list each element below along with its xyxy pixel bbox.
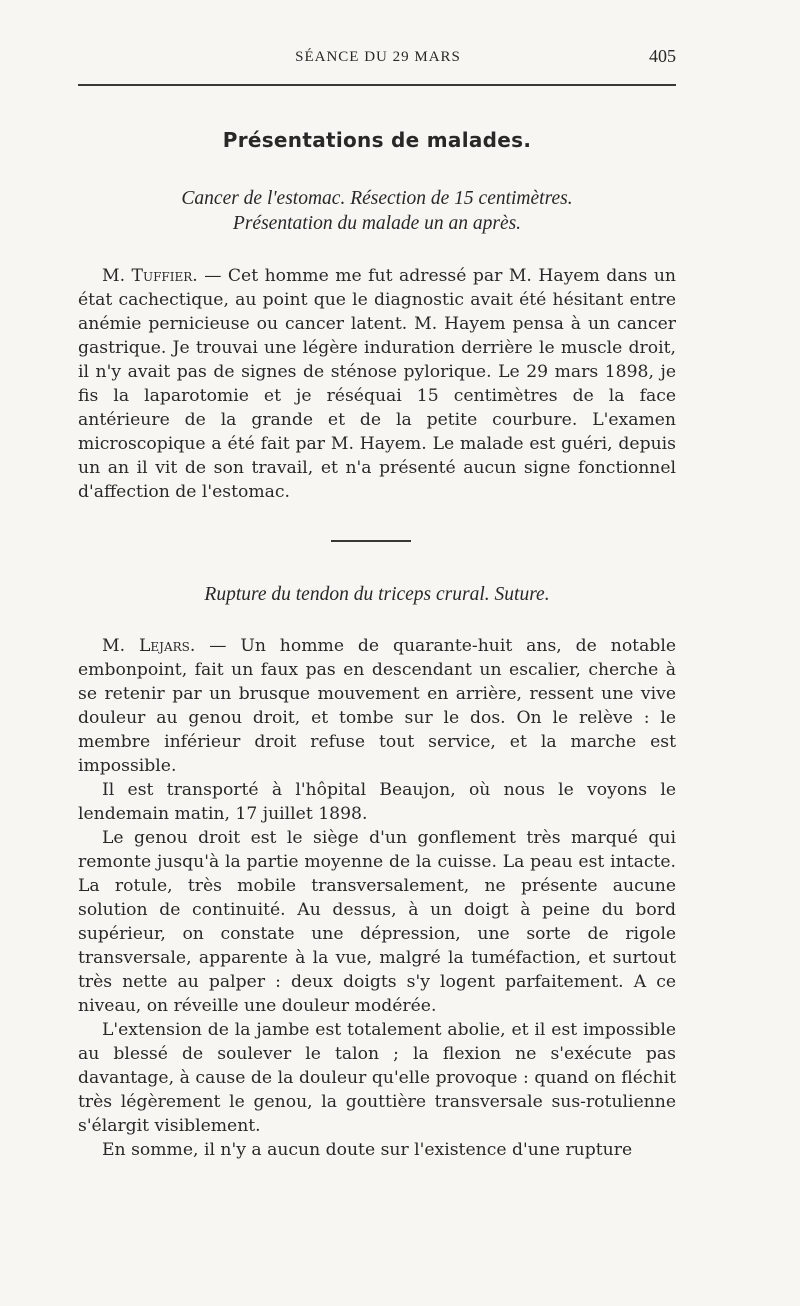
header-rule	[78, 84, 676, 86]
running-title: SÉANCE DU 29 MARS	[295, 49, 461, 65]
case2-paragraph-4: L'extension de la jambe est totalement abolie, et il est impossible au blessé de soulever le talon ; la flexion ne s'exécute pas davantage, à cause de la douleur qu'elle provoque : quand on fléchit très légèrement le genou, la gouttière transversale sus-rotulienne s'élargit visiblement.	[78, 1020, 676, 1136]
case1-speaker: M. Tuffier.	[102, 266, 198, 286]
case2-text: — Un homme de quarante-huit ans, de notable embonpoint, fait un faux pas en descendant un escalier, cherche à se retenir par un brusque mouvement en arrière, ressent une vive douleur au genou droit, et tombe sur le dos. On le relève : le membre inférieur droit refuse tout service, et la marche est impossible.	[78, 636, 676, 776]
page-number: 405	[649, 46, 676, 66]
case1-body	[78, 264, 676, 504]
case1-title-line1: Cancer de l'estomac. Résection de 15 centimètres.	[181, 188, 573, 209]
case2-speaker: M. Lejars.	[102, 636, 196, 656]
case2-paragraph-1	[78, 634, 676, 778]
case2-paragraph-5: En somme, il n'y a aucun doute sur l'existence d'une rupture	[102, 1140, 633, 1160]
section-separator	[331, 540, 411, 542]
section-title: Présentations de malades.	[222, 128, 532, 152]
case2-title: Rupture du tendon du triceps crural. Suture.	[204, 584, 550, 605]
case1-title-line2: Présentation du malade un an après.	[232, 213, 522, 234]
case1-text: — Cet homme me fut adressé par M. Hayem dans un état cachectique, au point que le diagnostic avait été hésitant entre anémie pernicieuse ou cancer latent. M. Hayem pensa à un cancer gastrique. Je trouvai une légère induration derrière le muscle droit, il n'y avait pas de signes de sténose pylorique. Le 29 mars 1898, je fis la laparotomie et je réséquai 15 centimètres de la face antérieure de la grande et de la petite courbure. L'examen microscopique a été fait par M. Hayem. Le malade est guéri, depuis un an il vit de son travail, et n'a présenté aucun signe fonctionnel d'affection de l'estomac.	[78, 266, 676, 502]
running-head	[80, 46, 676, 72]
case2-body	[78, 634, 676, 1162]
case1-paragraph	[78, 264, 676, 504]
case2-paragraph-2: Il est transporté à l'hôpital Beaujon, où nous le voyons le lendemain matin, 17 juillet 1898.	[78, 780, 676, 824]
case2-paragraph-3: Le genou droit est le siège d'un gonflement très marqué qui remonte jusqu'à la partie moyenne de la cuisse. La peau est intacte. La rotule, très mobile transversalement, ne présente aucune solution de continuité. Au dessus, à un doigt à peine du bord supérieur, on constate une dépression, une sorte de rigole transversale, apparente à la vue, malgré la tuméfaction, et surtout très nette au palper : deux doigts s'y logent parfaitement. A ce niveau, on réveille une douleur modérée.	[78, 828, 676, 1016]
case1-title	[78, 186, 676, 236]
